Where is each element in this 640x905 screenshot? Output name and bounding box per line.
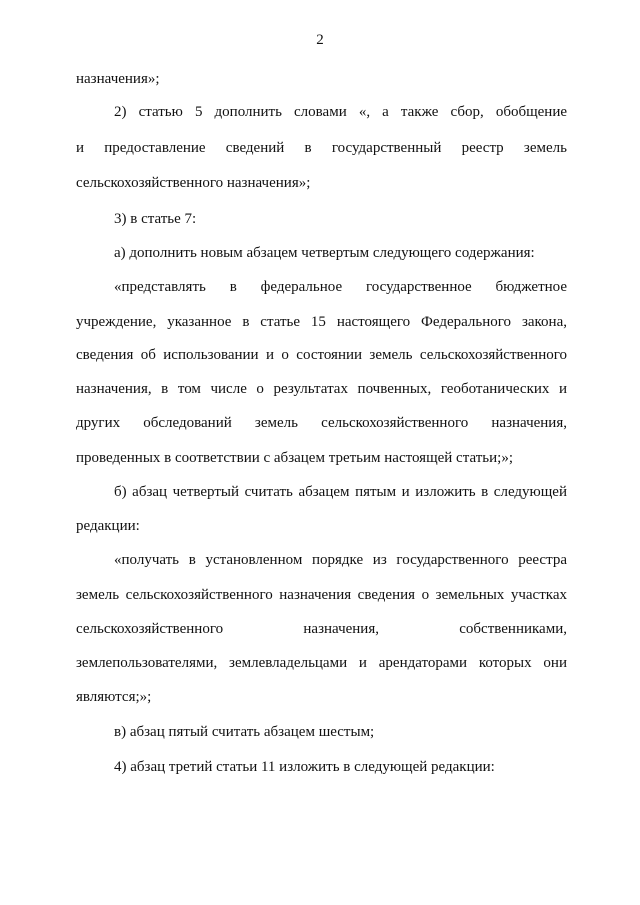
text-line: являются;»; bbox=[76, 689, 152, 705]
text-line: 3) в статье 7: bbox=[114, 211, 197, 227]
text-line: б) абзац четвертый считать абзацем пятым и изложить в следующей bbox=[114, 484, 567, 500]
text-line: других обследований земель сельскохозяйственного назначения, bbox=[76, 415, 567, 431]
text-line: учреждение, указанное в статье 15 настоящего Федерального закона, bbox=[76, 314, 567, 330]
text-line: а) дополнить новым абзацем четвертым следующего содержания: bbox=[114, 245, 535, 261]
page-number: 2 bbox=[316, 32, 324, 48]
text-line: 2) статью 5 дополнить словами «, а также сбор, обобщение bbox=[114, 104, 567, 120]
text-line: землепользователями, землевладельцами и арендаторами которых они bbox=[76, 655, 567, 671]
text-line: и предоставление сведений в государственный реестр земель bbox=[76, 140, 567, 156]
text-line: «получать в установленном порядке из государственного реестра bbox=[114, 552, 567, 568]
text-line: в) абзац пятый считать абзацем шестым; bbox=[114, 724, 375, 740]
text-line: назначения, в том числе о результатах почвенных, геоботанических и bbox=[76, 381, 567, 397]
text-line: 4) абзац третий статьи 11 изложить в следующей редакции: bbox=[114, 759, 495, 775]
text-line: проведенных в соответствии с абзацем третьим настоящей статьи;»; bbox=[76, 450, 513, 466]
text-line: сельскохозяйственного назначения»; bbox=[76, 175, 311, 191]
text-line: «представлять в федеральное государственное бюджетное bbox=[114, 279, 567, 295]
text-line: сельскохозяйственного назначения, собственниками, bbox=[76, 621, 567, 637]
text-line: сведения об использовании и о состоянии земель сельскохозяйственного bbox=[76, 347, 567, 363]
text-line: назначения»; bbox=[76, 71, 160, 87]
text-line: редакции: bbox=[76, 518, 140, 534]
text-line: земель сельскохозяйственного назначения сведения о земельных участках bbox=[76, 587, 567, 603]
